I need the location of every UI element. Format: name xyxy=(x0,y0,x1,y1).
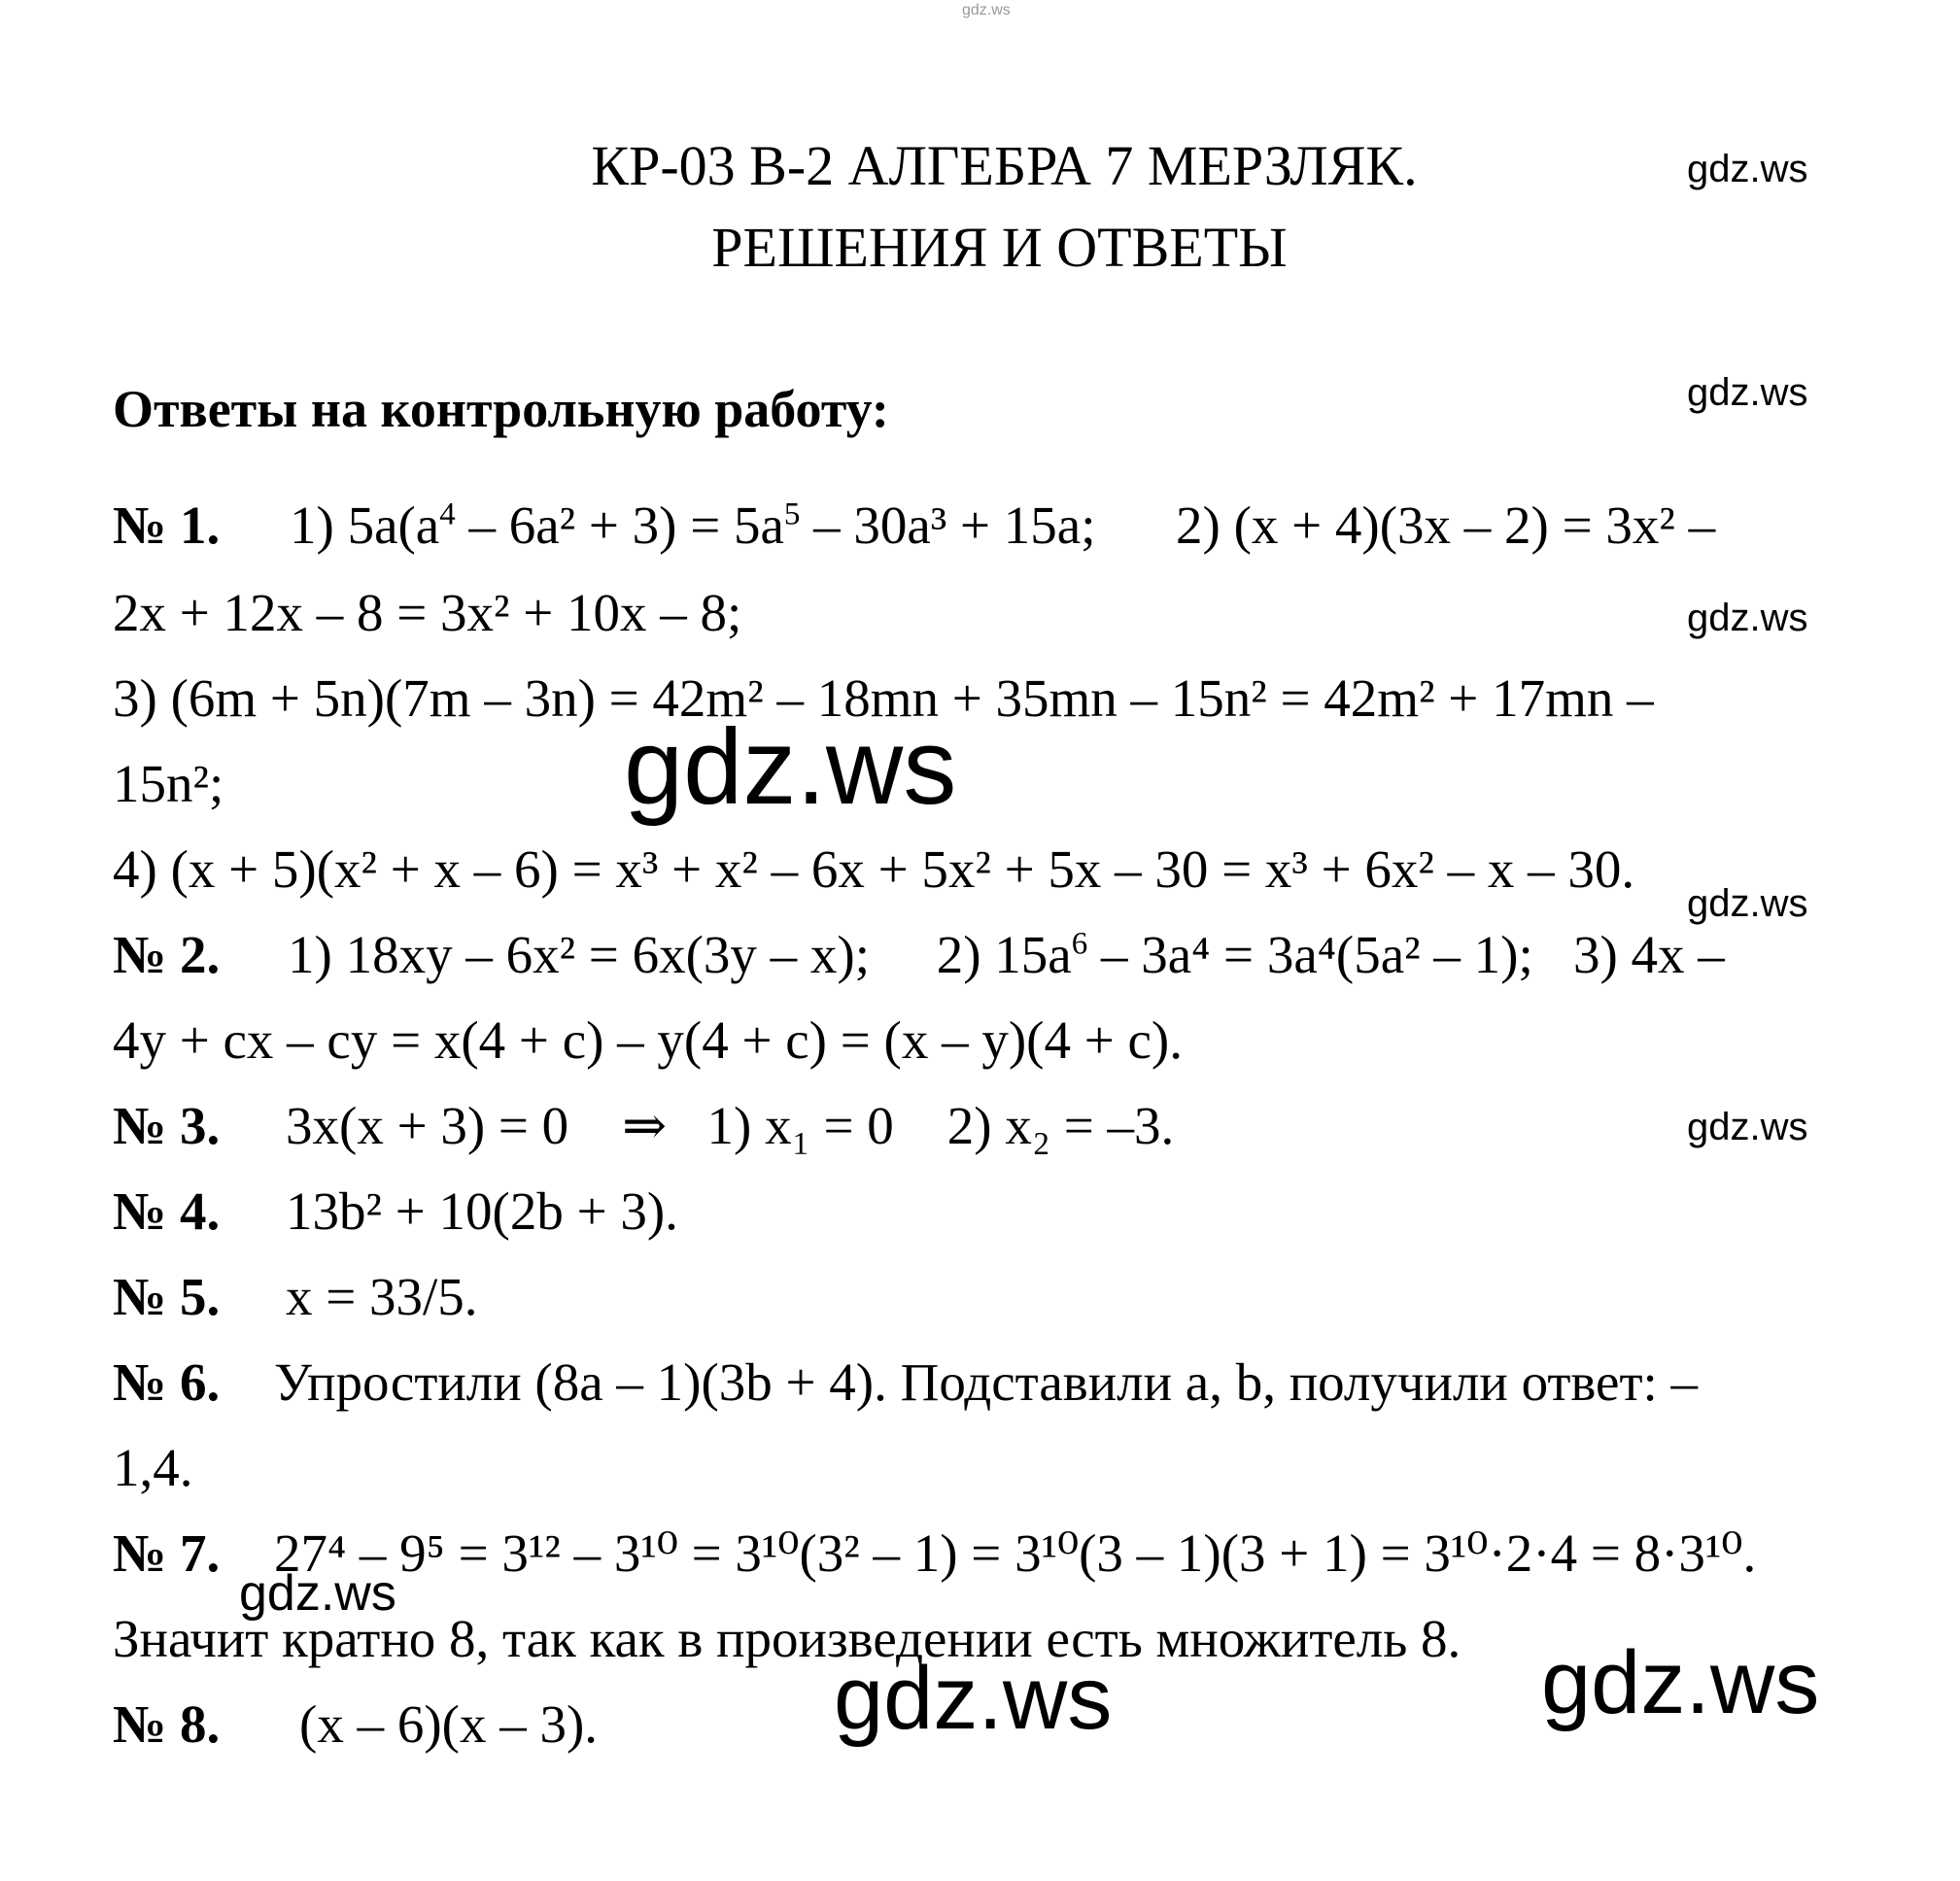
answer-number: № 3. xyxy=(113,1096,221,1155)
answer-number: № 8. xyxy=(113,1694,221,1754)
top-watermark: gdz.ws xyxy=(962,2,1011,18)
watermark: gdz.ws xyxy=(1687,882,1808,925)
answer-5 xyxy=(113,1263,478,1331)
watermark: gdz.ws xyxy=(1687,371,1808,414)
watermark: gdz.ws xyxy=(239,1565,396,1622)
watermark-large: gdz.ws xyxy=(624,707,957,827)
answer-1-line-2: 2x + 12x – 8 = 3x² + 10x – 8; xyxy=(113,583,742,642)
answer-2-line-1: № 2. 1) 18xy – 6x² = 6x(3y – x); 2) $15a^6 - 3a^4 = 3a^4(5a^2 - 1)$; 3) 4x – xyxy=(113,921,1725,989)
watermark: gdz.ws xyxy=(1687,1106,1808,1148)
watermark: gdz.ws xyxy=(1687,148,1808,190)
answer-8-text: (x – 6)(x – 3). xyxy=(299,1694,599,1754)
answer-number: № 1. xyxy=(113,496,221,555)
answer-number: № 5. xyxy=(113,1267,221,1326)
answer-4 xyxy=(113,1178,678,1246)
answer-1-line-1: № 1. 1) $5a(a^4 - 6a^2 + 3) = 5a^5 - 30a^3 + 15a$; 2) (x + 4)(3x – 2) = 3x² – xyxy=(113,492,1715,560)
answer-7-line-2: Значит кратно 8, так как в произведении есть множитель 8. xyxy=(113,1609,1461,1668)
answer-2-line-2: 4y + cx – cy = x(4 + c) – y(4 + c) = (x – y)(4 + c). xyxy=(113,1010,1183,1070)
answer-1-line-3: 3) (6m + 5n)(7m – 3n) = 42m² – 18mn + 35mn – 15n² = 42m² + 17mn – xyxy=(113,668,1654,728)
answer-number: № 6. xyxy=(113,1352,221,1412)
section-heading: Ответы на контрольную работу: xyxy=(113,380,889,438)
answer-6-text: Упростили (8a – 1)(3b + 4). Подставили a, b, получили ответ: – xyxy=(274,1352,1699,1412)
answer-6-line-2: 1,4. xyxy=(113,1438,193,1497)
answer-7-line-1: № 7. 27⁴ – 9⁵ = 3¹² – 3¹⁰ = 3¹⁰(3² – 1) = 3¹⁰(3 – 1)(3 + 1) = 3¹⁰·2·4 = 8·3¹⁰. xyxy=(113,1520,1756,1588)
watermark-large: gdz.ws xyxy=(1541,1633,1820,1732)
answer-number: № 2. xyxy=(113,925,221,984)
answer-number: № 4. xyxy=(113,1181,221,1241)
answer-5-text: x = 33/5. xyxy=(286,1267,478,1326)
watermark-large: gdz.ws xyxy=(834,1649,1113,1748)
answer-1-line-5: 4) (x + 5)(x² + x – 6) = x³ + x² – 6x + 5x² + 5x – 30 = x³ + 6x² – x – 30. xyxy=(113,839,1635,899)
answer-3-text: 3x(x + 3) = 0 ⇒ 1) x₁ = 0 2) x₂ = –3. xyxy=(286,1096,1175,1155)
answer-number: № 7. xyxy=(113,1523,221,1583)
page-title: КР-03 В-2 АЛГЕБРА 7 МЕРЗЛЯК. xyxy=(591,134,1418,197)
answer-3 xyxy=(113,1092,1174,1160)
answer-1-line-4: 15n²; xyxy=(113,754,224,813)
answer-6-line-1 xyxy=(113,1349,1698,1417)
watermark: gdz.ws xyxy=(1687,597,1808,639)
page-subtitle: РЕШЕНИЯ И ОТВЕТЫ xyxy=(711,216,1288,279)
answer-8 xyxy=(113,1691,598,1759)
answer-4-text: 13b² + 10(2b + 3). xyxy=(286,1181,678,1241)
